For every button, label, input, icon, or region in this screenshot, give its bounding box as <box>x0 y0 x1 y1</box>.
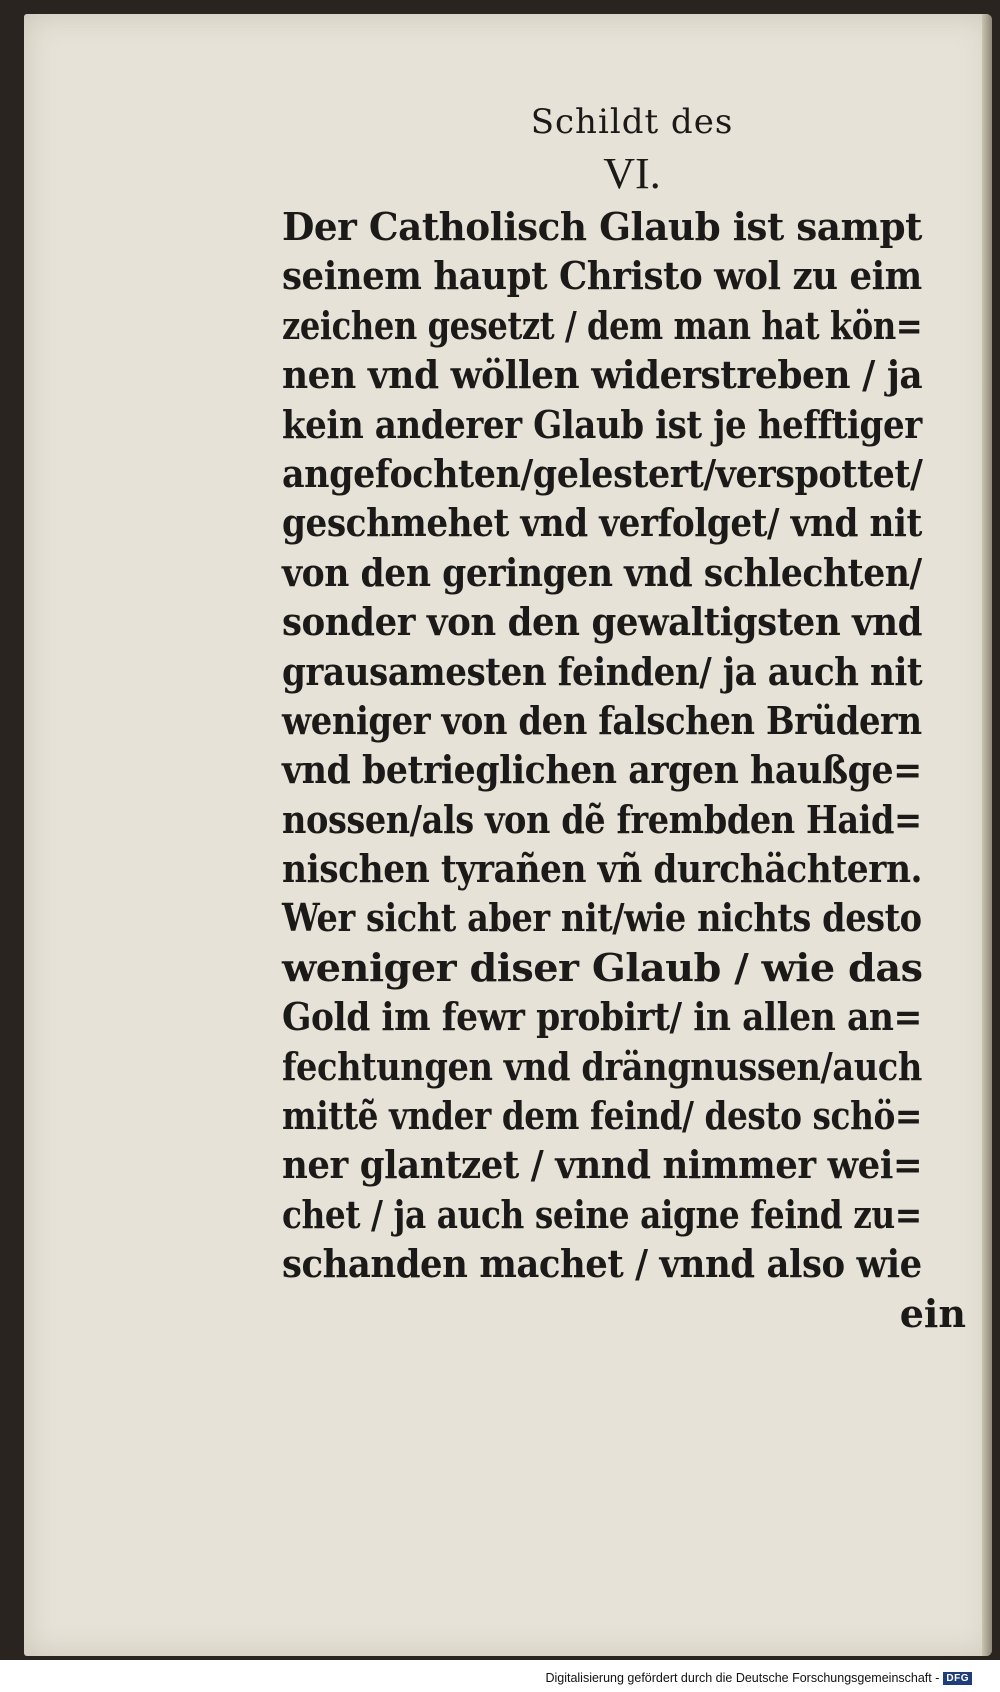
text-line: schanden machet / vnnd also wie <box>282 1241 922 1287</box>
text-line: Gold im fewr probirt/ in allen an= <box>282 994 922 1040</box>
text-line: ner glantzet / vnnd nimmer wei= <box>282 1142 923 1188</box>
catchword: ein <box>899 1290 966 1336</box>
text-line: nischen tyrañen vñ durchächtern. <box>282 846 923 892</box>
text-line: von den geringen vnd schlechten/ <box>282 549 922 595</box>
page-text-block <box>282 100 982 1338</box>
text-line: zeichen gesetzt / dem man hat kön= <box>282 302 923 348</box>
page-fore-edge <box>982 14 992 1656</box>
text-line: nossen/als von dẽ frembden Haid= <box>282 796 922 842</box>
text-lines <box>282 202 982 1289</box>
text-line: geschmehet vnd verfolget/ vnd nit <box>282 500 922 546</box>
text-line: Wer sicht aber nit/wie nichts desto <box>282 895 922 941</box>
text-line: vnd betrieglichen argen haußge= <box>282 747 922 793</box>
section-number: VI. <box>603 149 661 198</box>
text-line: sonder von den gewaltigsten vnd <box>282 599 923 645</box>
footer-text: Digitalisierung gefördert durch die Deutsche Forschungsgemeinschaft - <box>545 1671 940 1685</box>
text-line: weniger von den falschen Brüdern <box>282 697 922 743</box>
text-line: angefochten/gelestert/verspottet/ <box>282 450 923 496</box>
text-line: seinem haupt Christo wol zu eim <box>282 253 922 299</box>
footer-credit <box>545 1668 972 1688</box>
running-header: Schildt des <box>530 102 734 142</box>
text-line: Der Catholisch Glaub ist sampt <box>282 204 922 249</box>
text-line: grausamesten feinden/ ja auch nit <box>282 648 923 694</box>
text-line: fechtungen vnd drängnussen/auch <box>282 1043 922 1089</box>
text-line: weniger diser Glaub / wie das <box>282 944 923 990</box>
text-line: kein anderer Glaub ist je hefftiger <box>282 401 922 447</box>
text-line: nen vnd wöllen widerstreben / ja <box>282 352 923 398</box>
dfg-logo-icon: DFG <box>943 1672 972 1685</box>
text-line: mittẽ vnder dem feind/ desto schö= <box>282 1093 922 1139</box>
text-line: chet / ja auch seine aigne feind zu= <box>282 1191 922 1237</box>
